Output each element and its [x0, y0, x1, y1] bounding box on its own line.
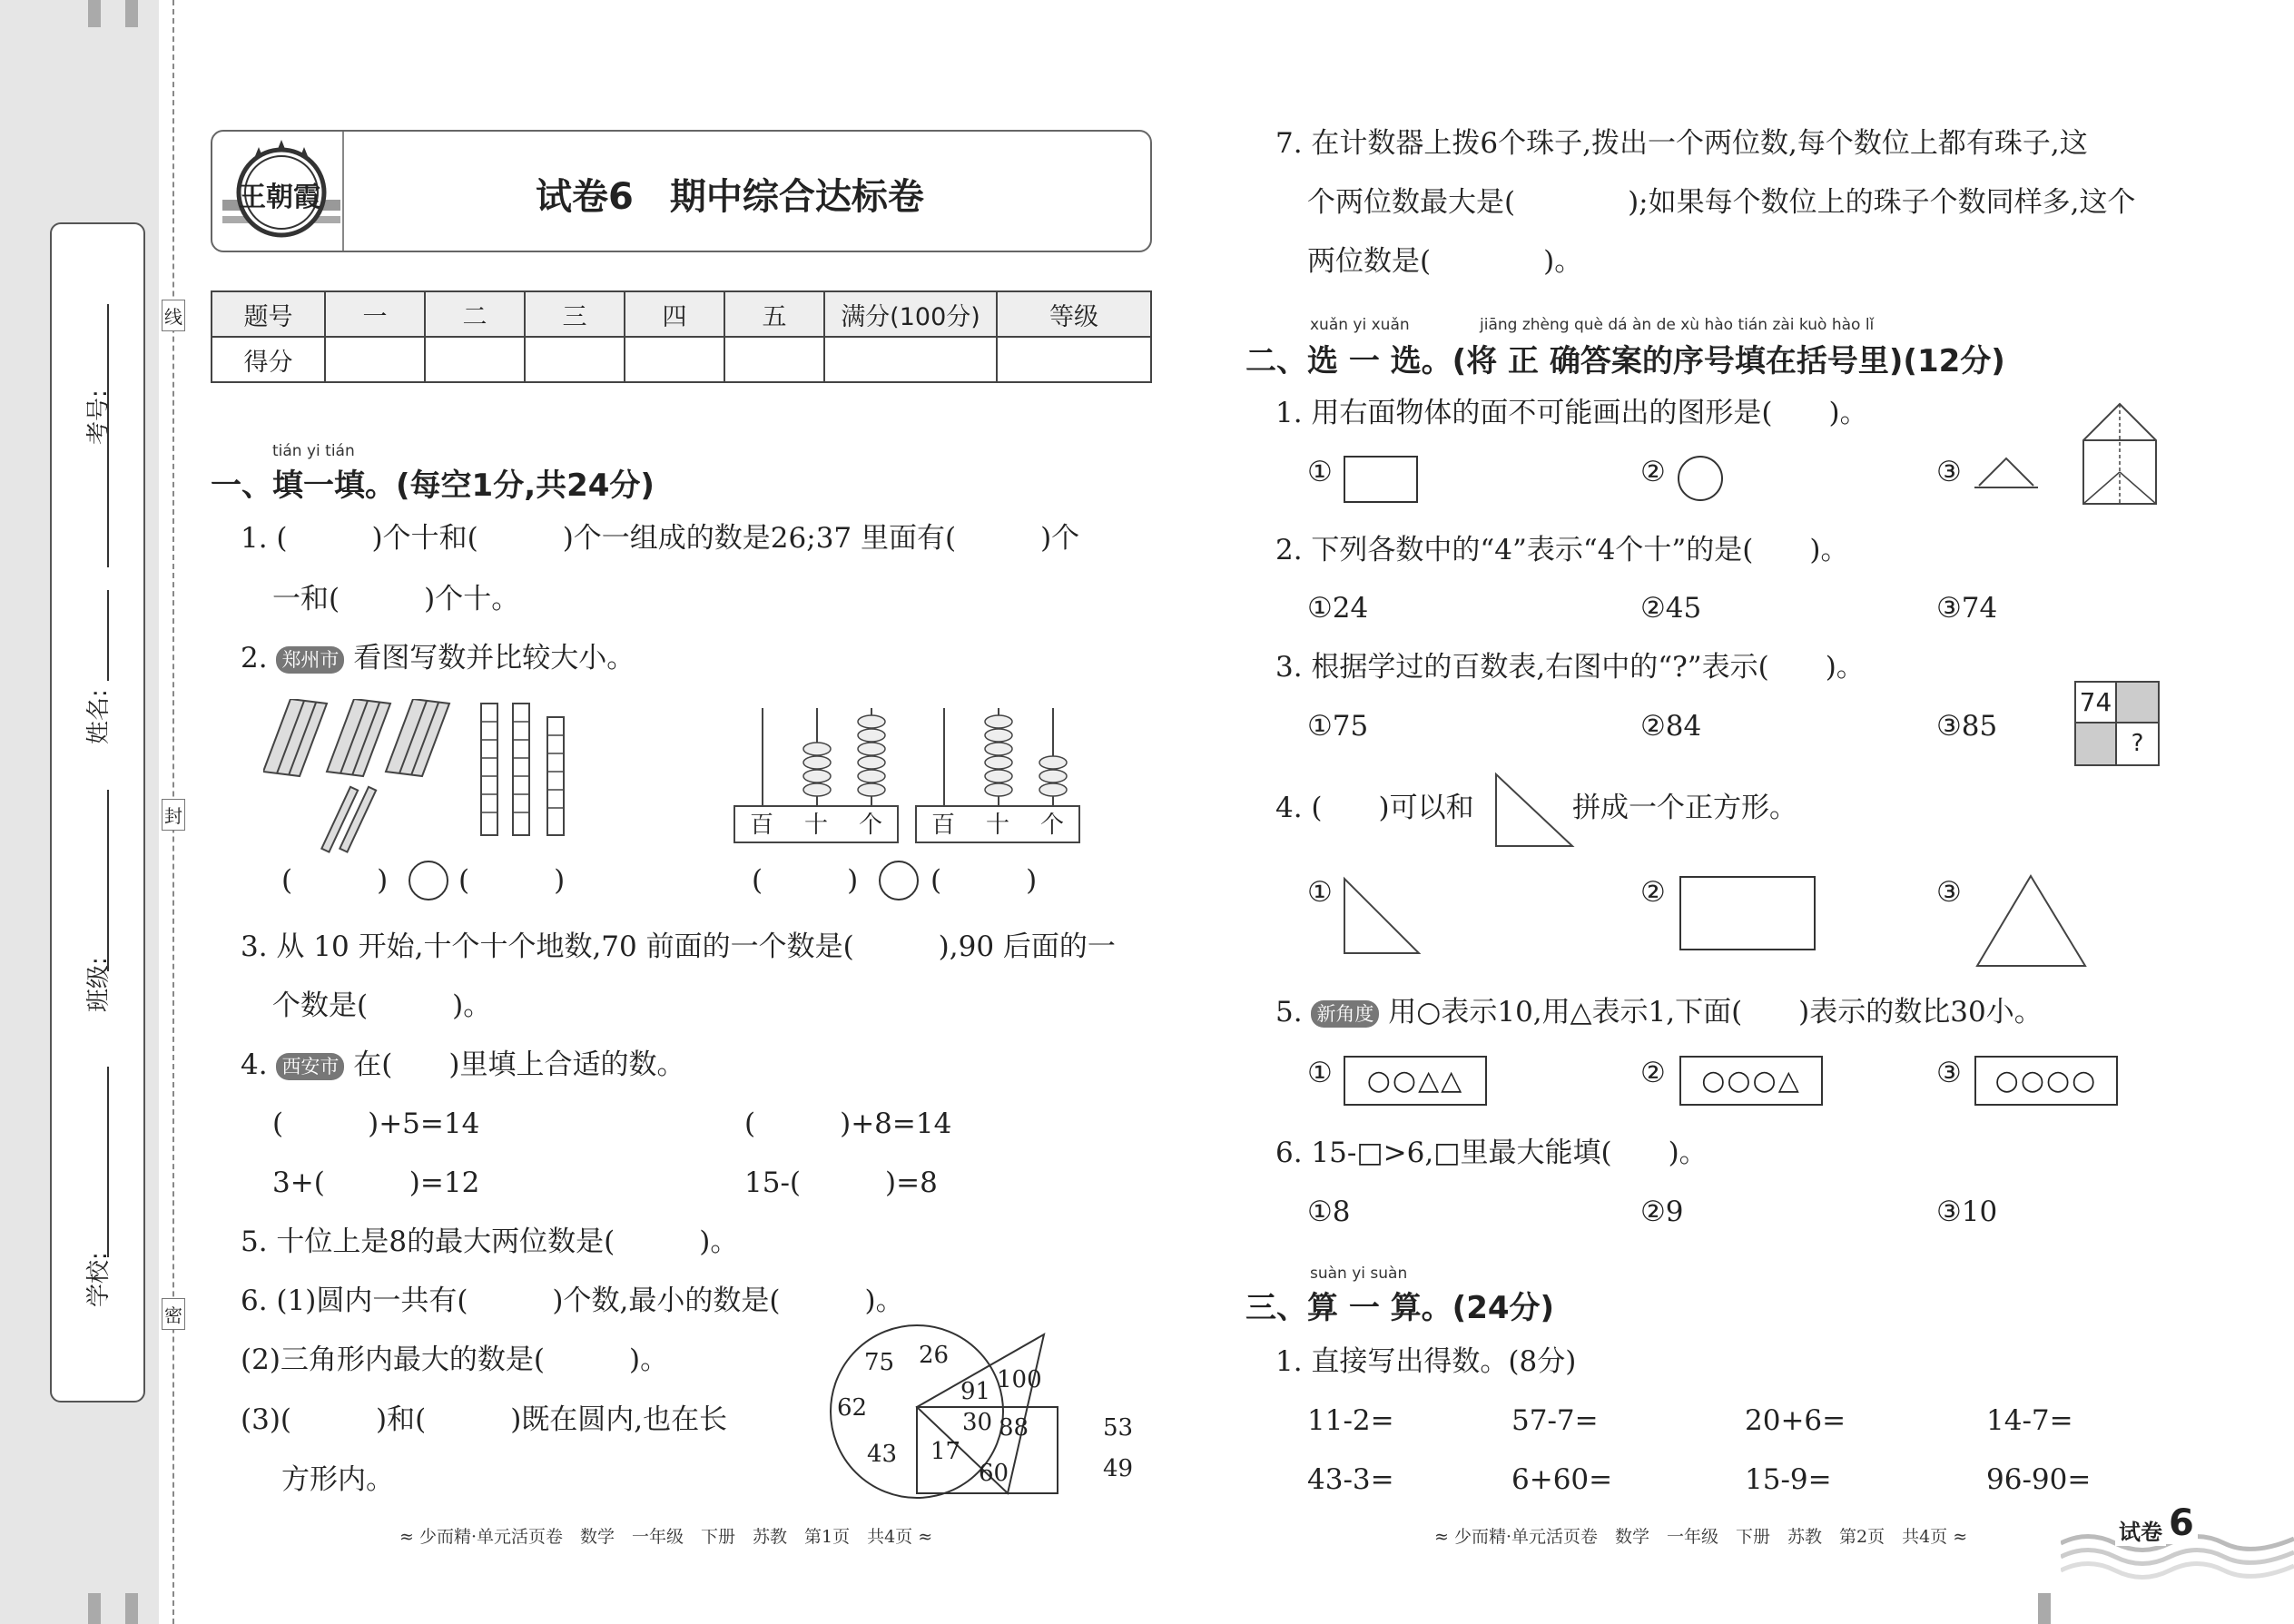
- opt-mark[interactable]: ①: [1307, 456, 1333, 488]
- binding-mark: [2038, 1593, 2051, 1624]
- q4-eq2: ( )+8=14: [744, 1107, 952, 1140]
- banji-label: 班级:: [85, 957, 113, 1012]
- grid-cell-74: 74: [2076, 683, 2117, 723]
- q6-num: 49: [1103, 1455, 1134, 1482]
- q4-eq3: 3+( )=12: [272, 1166, 480, 1199]
- q6-num: 75: [864, 1349, 895, 1376]
- calc-item[interactable]: 14-7=: [1986, 1404, 2073, 1437]
- s2-q6-opt2[interactable]: ②9: [1640, 1196, 1684, 1228]
- s2-q3-opt1[interactable]: ①75: [1307, 710, 1369, 743]
- region-badge: 郑州市: [276, 646, 344, 674]
- stick-bundles-figure: [263, 699, 626, 858]
- prism-object-figure: [2079, 399, 2161, 508]
- q4-eq1: ( )+5=14: [272, 1107, 480, 1140]
- score-header-cell: 五: [724, 291, 824, 337]
- s1-q5: 5. 十位上是8的最大两位数是( )。: [241, 1225, 739, 1258]
- s2-q5: 5. 新角度 用○表示10,用△表示1,下面( )表示的数比30小。: [1275, 996, 2043, 1029]
- opt-mark[interactable]: ①: [1307, 876, 1333, 909]
- abacus1-label-bai: 百: [750, 812, 774, 839]
- s1-q6-line3: (3)( )和( )既在圆内,也在长: [241, 1403, 728, 1436]
- footer-left: ≈ 少而精·单元活页卷 数学 一年级 下册 苏教 第1页 共4页 ≈: [399, 1527, 933, 1547]
- q7-line2: 个两位数最大是( );如果每个数位上的珠子个数同样多,这个: [1307, 186, 2136, 219]
- seal-mark-mi: 密: [162, 1298, 185, 1330]
- s2-q6: 6. 15-□>6,□里最大能填( )。: [1275, 1137, 1708, 1169]
- abacus2-label-shi: 十: [986, 812, 1010, 839]
- calc-item[interactable]: 20+6=: [1745, 1404, 1846, 1437]
- binding-mark: [125, 0, 138, 27]
- s2-q4-part2: 拼成一个正方形。: [1572, 792, 1797, 824]
- abacus2-label-bai: 百: [931, 812, 956, 839]
- score-header-cell: 题号: [212, 291, 325, 337]
- logo-text: 王朝霞: [239, 182, 320, 213]
- s2-q2-opt3[interactable]: ③74: [1936, 592, 1998, 625]
- s2-title: 二、选 一 选。(将 正 确答案的序号填在括号里)(12分): [1245, 343, 2005, 379]
- s1-q1-line1: 1. ( )个十和( )个一组成的数是26;37 里面有( )个: [241, 522, 1080, 555]
- calc-item[interactable]: 6+60=: [1511, 1463, 1613, 1496]
- s1-q1-line2: 一和( )个十。: [272, 583, 520, 615]
- s2-q2-opt1[interactable]: ①24: [1307, 592, 1369, 625]
- grid-cell-question: ?: [2131, 730, 2144, 757]
- region-badge: 西安市: [276, 1053, 344, 1080]
- s1-q3-line1: 3. 从 10 开始,十个十个地数,70 前面的一个数是( ),90 后面的一: [241, 930, 1116, 963]
- binding-mark: [88, 0, 101, 27]
- score-row: [212, 337, 1151, 382]
- q7-line1: 7. 在计数器上拨6个珠子,拨出一个两位数,每个数位上都有珠子,这: [1275, 127, 2088, 160]
- opt-mark[interactable]: ③: [1936, 456, 1962, 488]
- calc-item[interactable]: 57-7=: [1511, 1404, 1599, 1437]
- option-right-triangle: [1342, 876, 1423, 958]
- s3-q1: 1. 直接写出得数。(8分): [1275, 1345, 1577, 1378]
- calc-item[interactable]: 15-9=: [1745, 1463, 1832, 1496]
- q2-blank-left-2[interactable]: ( ): [752, 864, 859, 897]
- opt-mark[interactable]: ②: [1640, 876, 1666, 909]
- abacus1-label-shi: 十: [804, 812, 829, 839]
- s2-q4-part1: 4. ( )可以和: [1275, 792, 1474, 824]
- score-label: 得分: [212, 337, 325, 382]
- logo-divider: [342, 132, 344, 251]
- footer-right: ≈ 少而精·单元活页卷 数学 一年级 下册 苏教 第2页 共4页 ≈: [1434, 1527, 1968, 1547]
- option-triangle-shape: [1974, 454, 2038, 490]
- opt-mark[interactable]: ①: [1307, 1057, 1333, 1089]
- s2-q3-opt2[interactable]: ②84: [1640, 710, 1702, 743]
- q5-option-2: ○○○△: [1679, 1056, 1823, 1106]
- q6-num: 53: [1103, 1414, 1134, 1442]
- score-cell[interactable]: [724, 337, 824, 382]
- xingming-line[interactable]: [107, 590, 109, 681]
- s1-q4: 4. 西安市 在( )里填上合适的数。: [241, 1048, 685, 1081]
- hundred-chart-grid: [2074, 681, 2160, 766]
- s2-pinyin-a: xuǎn yi xuǎn: [1310, 316, 1410, 334]
- score-header-cell: 二: [425, 291, 525, 337]
- s2-q2: 2. 下列各数中的“4”表示“4个十”的是( )。: [1275, 534, 1849, 566]
- seal-mark-xian: 线: [162, 300, 185, 331]
- abacus2-label-ge: 个: [1040, 812, 1065, 839]
- binding-mark: [88, 1593, 101, 1624]
- s2-q3-opt3[interactable]: ③85: [1936, 710, 1998, 743]
- binding-mark: [125, 1593, 138, 1624]
- q6-num: 91: [960, 1378, 991, 1405]
- s3-pinyin: suàn yi suàn: [1310, 1265, 1408, 1283]
- q2-blank-left[interactable]: ( ): [281, 864, 389, 897]
- s2-pinyin-b: jiāng zhèng què dá àn de xù hào tián zài kuò hào lǐ: [1480, 316, 1875, 334]
- opt-mark[interactable]: ②: [1640, 456, 1666, 488]
- xuexiao-label: 学校:: [85, 1252, 113, 1307]
- q4-eq4: 15-( )=8: [744, 1166, 938, 1199]
- s3-title: 三、算 一 算。(24分): [1245, 1290, 1555, 1326]
- opt-mark[interactable]: ②: [1640, 1057, 1666, 1089]
- s2-q1: 1. 用右面物体的面不可能画出的图形是( )。: [1275, 397, 1868, 429]
- paper-tag-number: 6: [2165, 1502, 2198, 1544]
- grid-cell-shaded: [2076, 723, 2117, 764]
- q4-reference-triangle: [1493, 772, 1575, 849]
- xingming-label: 姓名:: [85, 689, 113, 744]
- q6-num: 62: [837, 1394, 868, 1422]
- s1-q6-line1: 6. (1)圆内一共有( )个数,最小的数是( )。: [241, 1284, 904, 1317]
- s1-q6-line2: (2)三角形内最大的数是( )。: [241, 1343, 669, 1376]
- q7-line3: 两位数是( )。: [1307, 245, 1583, 278]
- q5-option-1: ○○△△: [1344, 1056, 1487, 1106]
- s1-q4-text: 在( )里填上合适的数。: [353, 1048, 685, 1081]
- abacus1-label-ge: 个: [859, 812, 883, 839]
- q6-num: 100: [997, 1366, 1042, 1393]
- s1-pinyin: tián yi tián: [272, 442, 355, 460]
- score-header-cell: 满分(100分): [824, 291, 997, 337]
- s1-q3-line2: 个数是( )。: [272, 989, 492, 1022]
- page-title: 试卷6 期中综合达标卷: [536, 176, 924, 218]
- kaohao-line[interactable]: [107, 304, 109, 567]
- score-cell[interactable]: [425, 337, 525, 382]
- score-cell[interactable]: [625, 337, 724, 382]
- q6-num: 26: [919, 1342, 950, 1369]
- score-header-cell: 一: [325, 291, 425, 337]
- logo: [222, 136, 340, 247]
- compare-circle[interactable]: [409, 861, 448, 901]
- option-rectangle: [1344, 456, 1418, 503]
- score-cell[interactable]: [824, 337, 997, 382]
- s1-title: 一、填一填。(每空1分,共24分): [211, 468, 655, 504]
- q5-option-3: ○○○○: [1974, 1056, 2118, 1106]
- s2-q6-opt3[interactable]: ③10: [1936, 1196, 1998, 1228]
- score-header-cell: 四: [625, 291, 724, 337]
- option-rectangle-wide: [1679, 876, 1816, 950]
- opt-mark[interactable]: ③: [1936, 876, 1962, 909]
- compare-circle[interactable]: [879, 861, 919, 901]
- s2-q6-opt1[interactable]: ①8: [1307, 1196, 1351, 1228]
- q2-blank-right[interactable]: ( ): [458, 864, 566, 897]
- score-cell[interactable]: [997, 337, 1151, 382]
- new-angle-badge: 新角度: [1311, 1000, 1379, 1028]
- calc-item[interactable]: 11-2=: [1307, 1404, 1394, 1437]
- option-isosceles-triangle: [1974, 873, 2088, 969]
- q6-num: 88: [999, 1414, 1029, 1442]
- score-header-row: [212, 291, 1151, 337]
- paper-tag-label: 试卷: [2115, 1514, 2166, 1546]
- q6-num: 43: [867, 1441, 898, 1468]
- kaohao-label: 考号:: [85, 389, 113, 445]
- q6-num: 60: [979, 1460, 1009, 1487]
- q6-num: 30: [962, 1409, 993, 1436]
- s1-q2-text: 看图写数并比较大小。: [353, 642, 635, 674]
- score-table: [211, 290, 1152, 383]
- s2-q2-opt2[interactable]: ②45: [1640, 592, 1702, 625]
- grid-cell-shaded: [2117, 683, 2158, 723]
- seal-mark-feng: 封: [162, 799, 185, 831]
- calc-item[interactable]: 43-3=: [1307, 1463, 1394, 1496]
- s1-q6-line4: 方形内。: [281, 1463, 394, 1496]
- s1-q2: 2. 郑州市 看图写数并比较大小。: [241, 642, 635, 674]
- q6-num: 17: [930, 1438, 961, 1465]
- xuexiao-line[interactable]: [107, 1067, 109, 1257]
- option-circle: [1678, 456, 1723, 501]
- score-header-cell: 等级: [997, 291, 1151, 337]
- score-header-cell: 三: [525, 291, 625, 337]
- calc-item[interactable]: 96-90=: [1986, 1463, 2092, 1496]
- s2-q3: 3. 根据学过的百数表,右图中的“?”表示( )。: [1275, 651, 1865, 684]
- q2-blank-right-2[interactable]: ( ): [930, 864, 1038, 897]
- score-cell[interactable]: [525, 337, 625, 382]
- score-cell[interactable]: [325, 337, 425, 382]
- opt-mark[interactable]: ③: [1936, 1057, 1962, 1089]
- banji-line[interactable]: [107, 790, 109, 971]
- s2-q5-text: 用○表示10,用△表示1,下面( )表示的数比30小。: [1388, 996, 2043, 1029]
